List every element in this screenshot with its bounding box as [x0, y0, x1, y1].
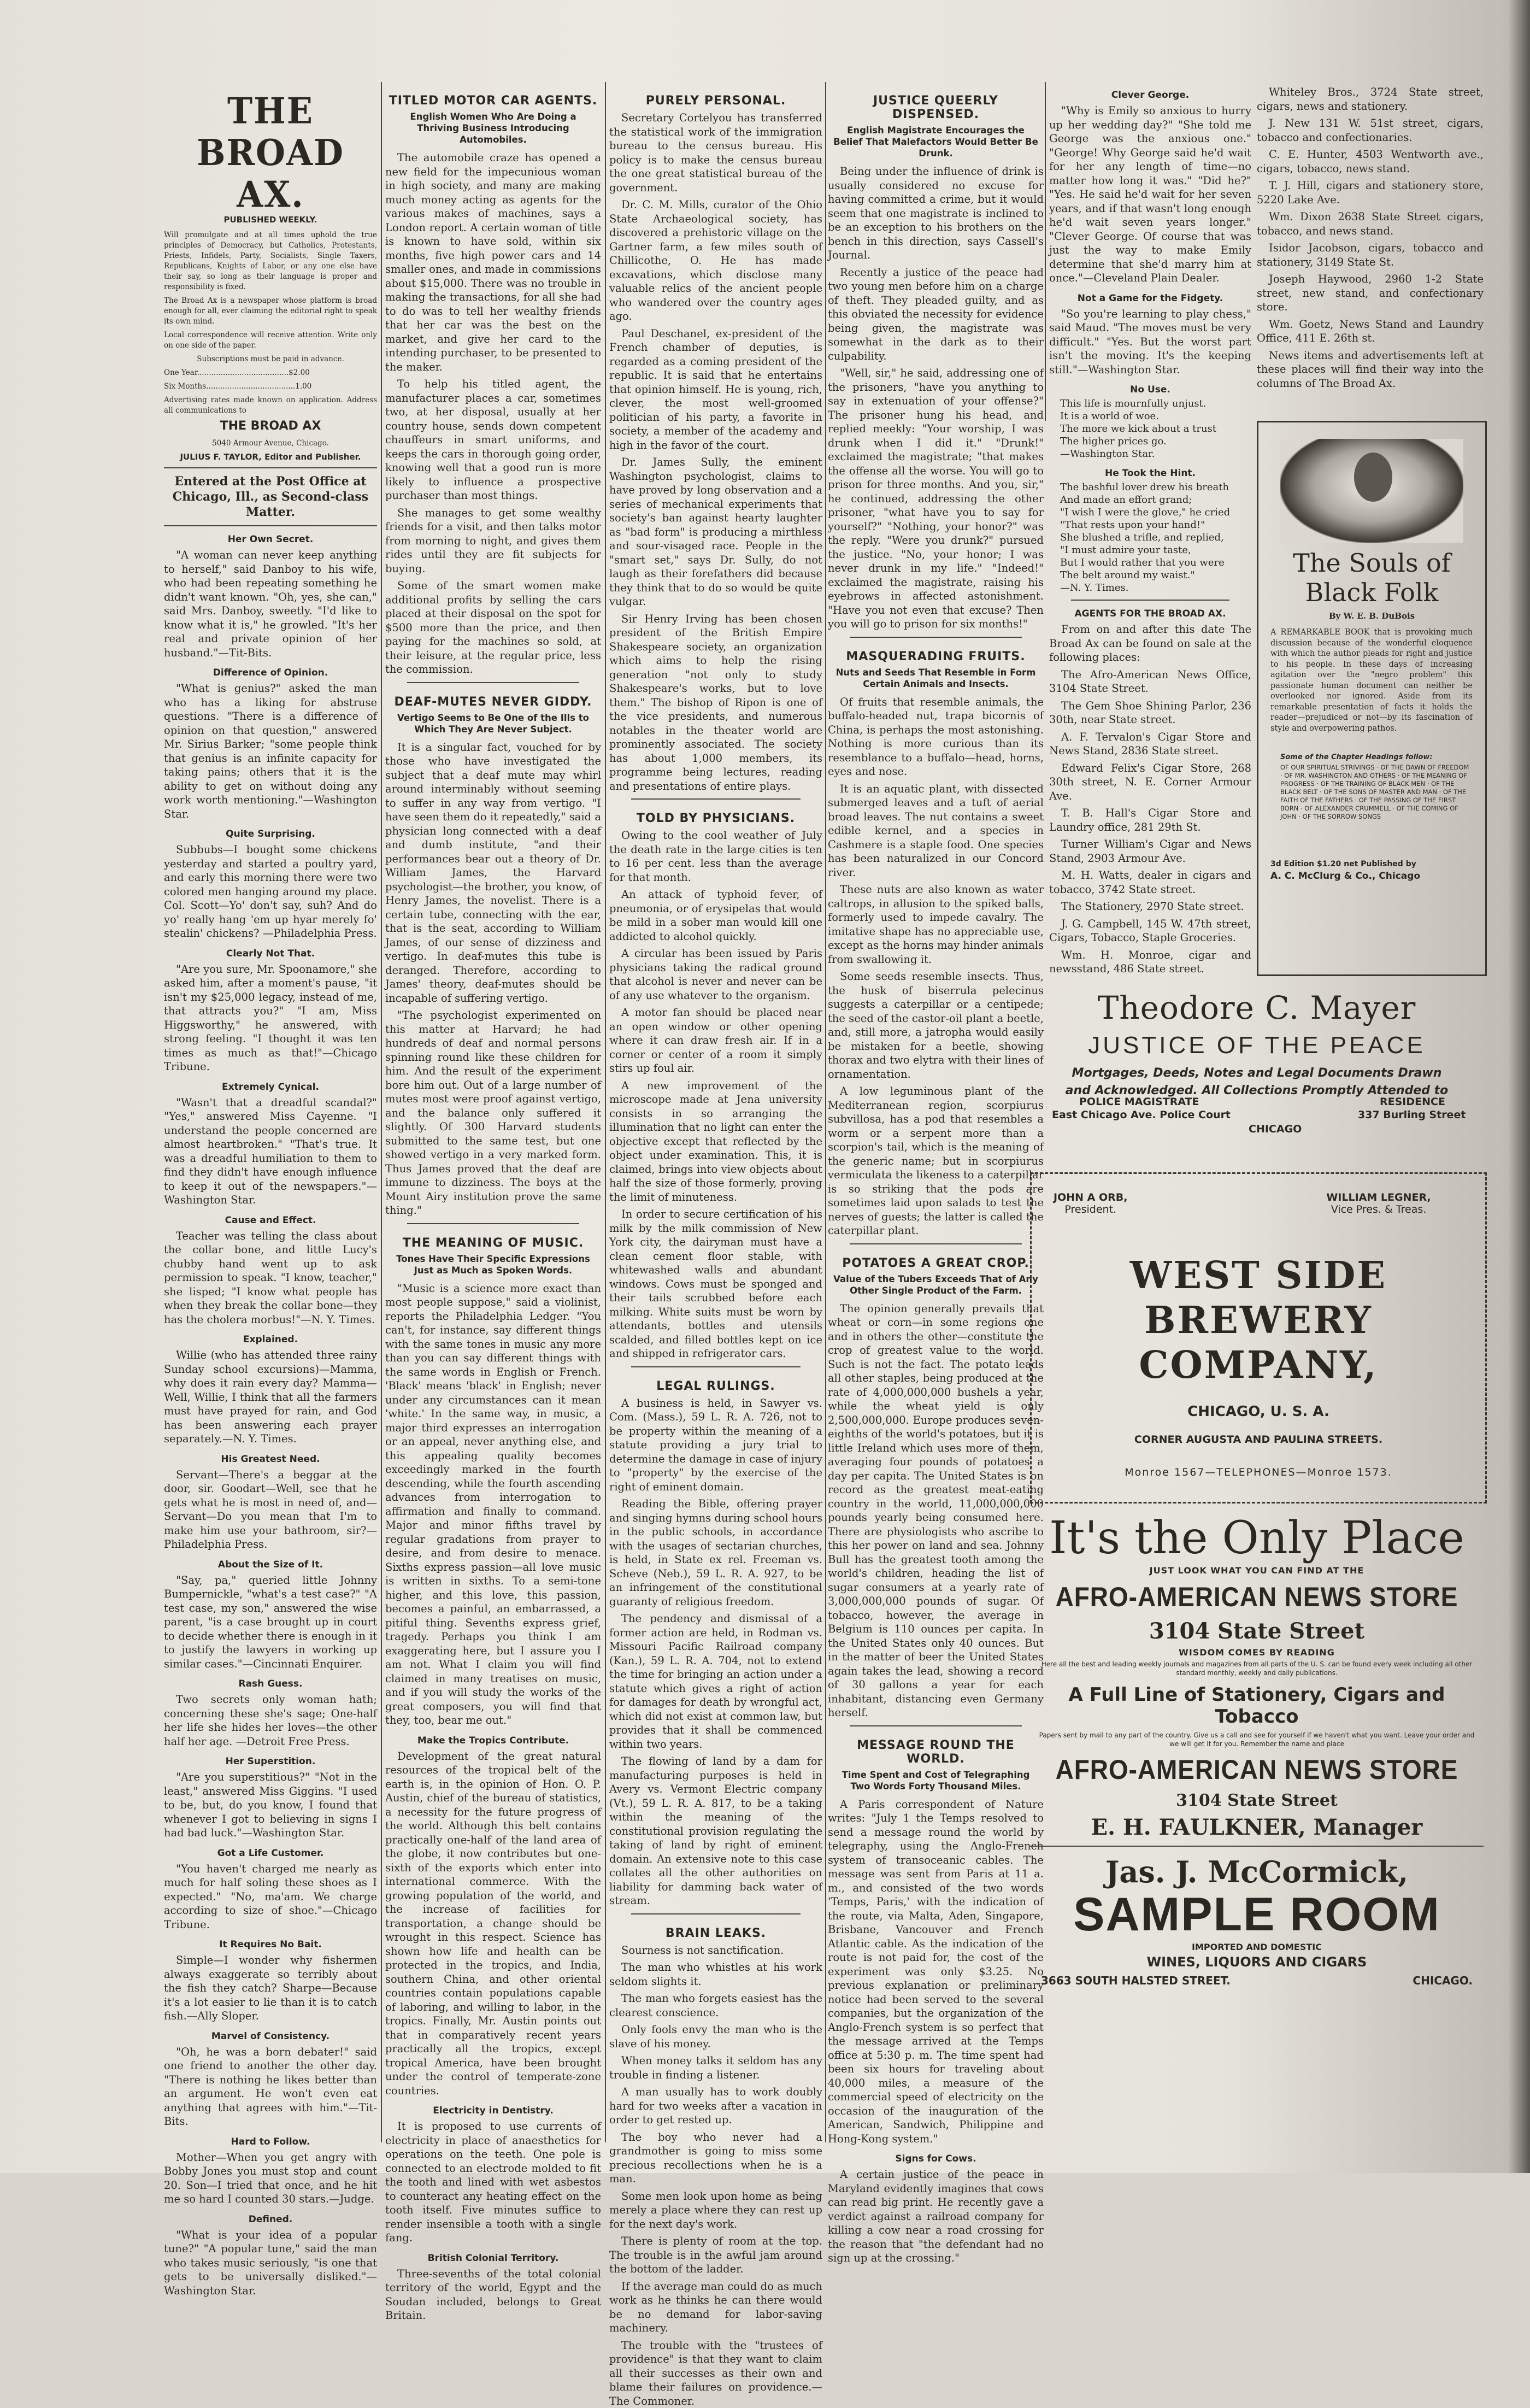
article-paragraph: Secretary Cortelyou has transferred the statistical work of the immigration bureau to the census bureau. His policy is to make the census bureau the one great statistical bureau of the government.	[609, 111, 822, 195]
deck-deaf-mutes: Vertigo Seems to Be One of the Ills to Which They Are Never Subject.	[391, 712, 596, 735]
humor-item-head: About the Size of It.	[164, 1559, 377, 1570]
humor-item-head: Cause and Effect.	[164, 1215, 377, 1226]
article-paragraph: It is a singular fact, vouched for by those who have investigated the subject that a deaf mute may whirl around interminably without seeming to suffer in any way from vertigo. "I have seen them do it repeatedly," said a physician long connected with a deaf and dumb institute, "and their performances bear out a theory of Dr. William James, the Harvard psychologist—the brother, you know, of Henry James, the novelist. There is a certain tube, connecting with the ear, that is the seat, according to William James, of our sense of dizziness and vertigo. In deaf-mutes this tube is deranged. Therefore, according to James' theory, deaf-mutes should be incapable of suffering vertigo.	[385, 741, 601, 1006]
agent-entry: A. F. Tervalon's Cigar Store and News Stand, 2836 State street.	[1049, 730, 1251, 758]
masthead-six-months: Six Months......................................1.00	[164, 381, 377, 392]
article-paragraph: It is proposed to use currents of electricity in place of anaesthetics for operations on the teeth. One pole is connected to an electrode molded to fit the tooth and lined with wet asbestos to counteract any heating effect on the tooth itself. Five minutes suffice to render insensible a tooth with a single fang.	[385, 2119, 601, 2245]
souls-of-black-folk-ad	[1257, 421, 1487, 976]
article-paragraph: Some of the smart women make additional profits by selling the cars placed at their disposal on the spot for $500 more than the price, and then paying for the machines so sold, at their leisure, at the regular price, less the commission.	[385, 579, 601, 677]
agent-entry: T. B. Hall's Cigar Store and Laundry office, 281 29th St.	[1049, 806, 1251, 834]
column-rule	[605, 82, 606, 2142]
headline-tropics: Make the Tropics Contribute.	[385, 1735, 601, 1746]
divider	[850, 1243, 1022, 1244]
humor-item-head: Her Own Secret.	[164, 534, 377, 545]
article-paragraph: A business is held, in Sawyer vs. Com. (Mass.), 59 L. R. A. 726, not to be property within the meaning of a statute providing a jury trial to determine the damage in case of injury to "property" by the exercise of the right of eminent domain.	[609, 1396, 822, 1494]
headline-fidgety: Not a Game for the Fidgety.	[1049, 293, 1251, 304]
page-edge-shadow	[1508, 0, 1530, 2173]
mayer-justice-ad	[1030, 973, 1484, 1159]
article-paragraph: If the average man could do as much work as he thinks he can there would be no demand for labor-saving machinery.	[609, 2280, 822, 2335]
headline-message: MESSAGE ROUND THE WORLD.	[828, 1739, 1044, 1766]
headline-motor-car: TITLED MOTOR CAR AGENTS.	[385, 94, 601, 108]
humor-item-text: "Wasn't that a dreadful scandal?" "Yes," answered Miss Cayenne. "I understand the people concerned are almost heartbroken." "That's true. It was a dreadful humiliation to them to find they didn't have enough influence to keep it out of the newspapers."—Washington Star.	[164, 1096, 377, 1207]
humor-item-head: Rash Guess.	[164, 1678, 377, 1689]
president-title: President.	[1054, 1203, 1127, 1215]
brewery-vp	[1288, 1191, 1469, 1215]
article-paragraph: Reading the Bible, offering prayer and singing hymns during school hours in the public schools, in accordance with the usages of sectarian churches, is held, in State ex rel. Freeman vs. Scheve (Neb.), 59 L. R. A. 927, to be an infringement of the constitutional guaranty of religious freedom.	[609, 1497, 822, 1608]
agent-entry: Isidor Jacobson, cigars, tobacco and stationery, 3149 State St.	[1257, 241, 1484, 269]
agent-entry: Whiteley Bros., 3724 State street, cigars, news and stationery.	[1257, 85, 1484, 113]
column-6	[1257, 82, 1484, 415]
deck-motor-car: English Women Who Are Doing a Thriving Business Introducing Automobiles.	[391, 111, 596, 145]
mayer-city: CHICAGO	[1249, 1123, 1302, 1135]
article-paragraph: "Well, sir," he said, addressing one of the prisoners, "have you anything to say in extenuation of your offense?" The prisoner hung his head, and replied meekly: "Your worship, I was drunk when I did it." "Drunk!" exclaimed the magistrate; "that makes the offense all the worse. You will go to prison for three months. And you, sir," he continued, addressing the other prisoner, "what have you to say for yourself?" "Nothing, your honor?" was the reply. "Were you drunk?" pursued the justice. "No, your honor; I was never drunk in my life." "Indeed!" exclaimed the magistrate, raising his eyebrows in affected astonishment. "Have you not even that excuse? Then you will go to prison for six months!"	[828, 366, 1044, 631]
book-footer	[1270, 860, 1473, 882]
author-portrait	[1280, 439, 1463, 543]
agent-entry: Wm. Goetz, News Stand and Laundry Office, 411 E. 26th st.	[1257, 318, 1484, 345]
column-2	[385, 82, 601, 2153]
article-paragraph: The man who forgets easiest has the clearest conscience.	[609, 1992, 822, 2019]
humor-item-head: His Greatest Need.	[164, 1454, 377, 1465]
article-paragraph: "The psychologist experimented on this matter at Harvard; he had hundreds of deaf and normal persons spinning round like these children for him. And the result of the experiment bore him out. Out of a large number of mutes most were proof against vertigo, and the balance only suffered it slightly. Of 300 Harvard students submitted to the same test, but one showed vertigo in a very marked form. Thus James proved that the deaf are immune to dizziness. The boys at the Mount Airy institution prove the same thing."	[385, 1008, 601, 1218]
humor-item-text: "What is your idea of a popular tune?" "A popular tune," said the man who takes music seriously, "is one that gets to be universally disliked."—Washington Star.	[164, 2228, 377, 2298]
article-paragraph: Owing to the cool weather of July the death rate in the large cities is ten to 16 per cent. less than the average for that month.	[609, 829, 822, 884]
chapter-list	[1280, 753, 1472, 821]
article-paragraph: A new improvement of the microscope made at Jena university consists in so arranging the illumination that no light can enter the objective except that reflected by the object under examination. This, it is claimed, brings into view objects about half the size of those formerly, proving the limit of minuteness.	[609, 1079, 822, 1205]
divider	[631, 1366, 801, 1367]
deck-potatoes: Value of the Tubers Exceeds That of Any Other Single Product of the Farm.	[833, 1273, 1038, 1296]
mayer-police: POLICE MAGISTRATE	[1079, 1096, 1199, 1108]
humor-item-head: Quite Surprising.	[164, 829, 377, 839]
chapters: OF OUR SPIRITUAL STRIVINGS · OF THE DAWN OF FREEDOM · OF MR. WASHINGTON AND OTHERS · OF THE MEANING OF PROGRESS · OF THE TRAINING OF BLACK MEN · OF THE BLACK BELT · OF THE SONS OF MASTER AND MAN · OF THE FAITH OF THE FATHERS · OF THE PASSING OF THE FIRST BORN · OF ALEXANDER CRUMMELL · OF THE COMING OF JOHN · OF THE SORROW SONGS	[1280, 763, 1472, 821]
humor-item-head: Marvel of Consistency.	[164, 2031, 377, 2042]
headline-signs: Signs for Cows.	[828, 2153, 1044, 2164]
article-paragraph: When money talks it seldom has any trouble in finding a listener.	[609, 2054, 822, 2082]
article-paragraph: Only fools envy the man who is the slave of his money.	[609, 2023, 822, 2051]
divider	[407, 1223, 579, 1224]
agent-entry: M. H. Watts, dealer in cigars and tobacco, 3742 State street.	[1049, 868, 1251, 896]
divider	[407, 682, 579, 683]
brewery-name-2: BREWERY	[1032, 1298, 1485, 1343]
humor-item-text: Teacher was telling the class about the collar bone, and little Lucy's chubby hand went up to ask permission to speak. "I know, teacher," she lisped; "I know what people has when they break the collar bone—they has the cholera morbus!"—N. Y. Times.	[164, 1229, 377, 1327]
humor-item-head: Difference of Opinion.	[164, 667, 377, 678]
store-notice-2: Papers sent by mail to any part of the country. Give us a call and see for yourself if we haven't what you want. Leave your order and we will get it for you. Remember the name and place	[1035, 1731, 1478, 1748]
mayer-res-addr: 337 Burling Street	[1358, 1109, 1466, 1121]
article-paragraph: A man usually has to work doubly hard for two weeks after a vacation in order to get rested up.	[609, 2085, 822, 2127]
article-paragraph: A circular has been issued by Paris physicians taking the radical ground that alcohol is never and never can be of any use whatever to the organism.	[609, 947, 822, 1002]
article-paragraph: From on and after this date The Broad Ax can be found on sale at the following places:	[1049, 622, 1251, 665]
article-paragraph: "Music is a science more exact than most people suppose," said a violinist, reports the Philadelphia Ledger. "You can't, for instance, say different things with the same tones in music any more than you can say different things with the same words in English or French. 'Black' means 'black' in English; never under any circumstances can it mean 'white.' In the same way, in music, a major third expresses an interrogation or an appeal, never anything else, and this appealing quality becomes exceedingly marked in the fourth descending, while the fourth ascending advances from interrogation to affirmation and finally to command. Major and minor fifths travel by regular gradations from prayer to desire, and from desire to menace. Sixths express passion—all love music is written in sixths. To a semi-tone higher, and this love, this passion, becomes a painful, an embarrassed, a pitiful thing. Sevenths express grief, tragedy. Perhaps you think I am exaggerating here, but I assure you I am not. What I claim you will find claimed in many treatises on music, and if you will study the works of the great composers, you will find that they, too, bear me out."	[385, 1282, 601, 1728]
agent-entry: Turner William's Cigar and News Stand, 2903 Armour Ave.	[1049, 837, 1251, 865]
vp-title: Vice Pres. & Treas.	[1288, 1203, 1469, 1215]
humor-item-text: Simple—I wonder why fishermen always exaggerate so terribly about the fish they catch? Sharpe—Because it's a lot easier to lie than it is to catch fish.—Ally Sloper.	[164, 1953, 377, 2023]
divider	[164, 525, 377, 526]
masthead-published: PUBLISHED WEEKLY.	[164, 215, 377, 225]
masthead-advertising: Advertising rates made known on application. Address all communications to	[164, 395, 377, 416]
book-description: A REMARKABLE BOOK that is provoking much discussion because of the wonderful eloquence with which the author pleads for right and justice to his people. In these days of increasing agitation over the "negro problem" this passionate human document can neither be overlooked nor ignored. Aside from its remarkable presentation of facts it holds the reader—prejudiced or not—by its fascination of style and overpowering pathos.	[1270, 627, 1473, 734]
article-paragraph: Paul Deschanel, ex-president of the French chamber of deputies, is regarded as a coming president of the republic. It is said that he entertains that opinion himself. He is young, rich, clever, the most well-groomed politician of his party, a favorite in society, a member of the academy and high in the favor of the court.	[609, 327, 822, 453]
article-paragraph: The opinion generally prevails that wheat or corn—in some regions one and in others the other—constitute the crop of greatest value to the world. Such is not the fact. The potato leads all other staples, being produced at the rate of 4,000,000,000 bushels a year, while the wheat yield is only 2,500,000,000. Europe produces seven-eighths of the world's potatoes, but it is little Ireland which uses more of them, averaging four pounds of potatoes a day per capita. The United States is on record as the greatest meat-eating country in the world, 11,000,000,000 pounds yearly being consumed here. There are physiologists who ascribe to this her power on land and sea. Johnny Bull has the greatest tooth among the world's children, heading the list of sugar consumers at a yearly rate of 3,000,000,000 pounds of sugar. Of tobacco, however, the average in Belgium is 110 ounces per capita. In the United States only 40 ounces. But in the matter of beer the United States again takes the lead, showing a record of 30 gallons a year for each inhabitant, distancing even Germany herself.	[828, 1302, 1044, 1720]
headline-agents: AGENTS FOR THE BROAD AX.	[1049, 608, 1251, 619]
deck-justice: English Magistrate Encourages the Belief That Malefactors Would Better Be Drunk.	[833, 125, 1038, 159]
mayer-line2: and Acknowledged. All Collections Promptly Attended to	[1030, 1082, 1484, 1100]
brewery-telephones: Monroe 1567—TELEPHONES—Monroe 1573.	[1032, 1466, 1485, 1478]
article-paragraph: She manages to get some wealthy friends for a visit, and then talks motor from morning to night, and gives them rides until they are fit subjects for buying.	[385, 506, 601, 576]
sample-room-city: CHICAGO.	[1413, 1974, 1473, 1987]
vp-name: WILLIAM LEGNER,	[1288, 1191, 1469, 1203]
divider	[164, 467, 377, 468]
headline-clever-george: Clever George.	[1049, 90, 1251, 101]
west-side-brewery-ad	[1030, 1172, 1487, 1503]
masthead-one-year: One Year.......................................$2.00	[164, 368, 377, 378]
headline-physicians: TOLD BY PHYSICIANS.	[609, 812, 822, 825]
headline-dentistry: Electricity in Dentistry.	[385, 2105, 601, 2116]
sample-room-wines: WINES, LIQUORS AND CIGARS	[1030, 1954, 1484, 1970]
humor-item-head: Hard to Follow.	[164, 2136, 377, 2147]
postal-notice: Entered at the Post Office at Chicago, Ill., as Second-class Matter.	[164, 474, 377, 520]
brewery-president	[1054, 1191, 1127, 1215]
humor-item-text: "Say, pa," queried little Johnny Bumpernickle, "what's a test case?" "A test case, my son," answered the wise parent, "is a case brought up in court to decide whether there is enough in it to justify the lawyers in working up similar cases."—Cincinnati Enquirer.	[164, 1573, 377, 1671]
article-paragraph: A motor fan should be placed near an open window or other opening where it can draw fresh air. If in a corner or center of a room it simply stirs up foul air.	[609, 1006, 822, 1076]
divider	[1071, 600, 1229, 601]
column-5	[1049, 82, 1251, 967]
humor-item-head: Extremely Cynical.	[164, 1082, 377, 1093]
store-address-2: 3104 State Street	[1030, 1791, 1484, 1810]
column-4	[828, 82, 1044, 2153]
masthead-address-street: 5040 Armour Avenue, Chicago.	[164, 438, 377, 449]
mayer-title: JUSTICE OF THE PEACE	[1030, 1032, 1484, 1059]
sample-room-street: 3663 SOUTH HALSTED STREET.	[1041, 1974, 1231, 1987]
humor-items	[164, 534, 377, 2298]
masthead-editor: JULIUS F. TAYLOR, Editor and Publisher.	[164, 452, 377, 462]
article-paragraph: Some seeds resemble insects. Thus, the husk of biserrula pelecinus suggests a caterpillar or a centipede; the seed of the castor-oil plant a beetle, and, still more, a jatropha would easily be mistaken for a beetle, showing thorax and two elytra with their lines of ornamentation.	[828, 970, 1044, 1081]
poem-no-use: This life is mournfully unjust. It is a world of woe. The more we kick about a trust The higher prices go. —Washington Star.	[1060, 397, 1240, 460]
right-agents-list	[1257, 85, 1484, 390]
article-paragraph: Recently a justice of the peace had two young men before him on a charge of theft. They pleaded guilty, and as this obviated the necessity for evidence being given, the magistrate was somewhat in the dark as to their culpability.	[828, 266, 1044, 363]
article-paragraph: Sourness is not sanctification.	[609, 1943, 822, 1958]
agent-entry: C. E. Hunter, 4503 Wentworth ave., cigars, tobacco, news stand.	[1257, 148, 1484, 175]
deck-music: Tones Have Their Specific Expressions Just as Much as Spoken Words.	[391, 1253, 596, 1276]
humor-item-text: "A woman can never keep anything to herself," said Danboy to his wife, who had been repeating something he didn't want known. "Oh, yes, she can," said Mrs. Danboy, sweetly. "I'd like to know what it is," he growled. "It's her real and private opinion of her husband."—Tit-Bits.	[164, 548, 377, 660]
portrait-face	[1354, 453, 1392, 502]
store-name: AFRO-AMERICAN NEWS STORE	[1048, 1581, 1466, 1613]
sample-room-title: SAMPLE ROOM	[1030, 1889, 1484, 1940]
poem-took-hint: The bashful lover drew his breath And made an effort grand; "I wish I were the glove," he cried "That rests upon your hand!" She blushed a trifle, and replied, "I must admire your taste, But I would rather that you were The belt around my waist." —N. Y. Times.	[1060, 481, 1240, 594]
article-paragraph: There is plenty of room at the top. The trouble is in the awful jam around the bottom of the ladder.	[609, 2234, 822, 2276]
news-store-ad	[1030, 1514, 1484, 1992]
store-stationery: A Full Line of Stationery, Cigars and Tobacco	[1030, 1684, 1484, 1728]
article-paragraph: In order to secure certification of his milk by the milk commission of New York city, the dairyman must have a clean cement floor stable, with whitewashed walls and abundant windows. Cows must be sponged and their tails scrubbed before each milking. White suits must be worn by attendants, bottles and utensils scalded, and filled bottles kept on ice and shipped in refrigerator cars.	[609, 1207, 822, 1361]
humor-item-text: "Are you sure, Mr. Spoonamore," she asked him, after a moment's pause, "it isn't my $25,000 legacy, instead of me, that attracts you?" "I am, Miss Higgsworthy," he answered, with strong feeling. "I thought it was ten times as much as that!"—Chicago Tribune.	[164, 962, 377, 1074]
store-tagline: JUST LOOK WHAT YOU CAN FIND AT THE	[1030, 1565, 1484, 1576]
divider	[631, 798, 801, 800]
article-paragraph: A low leguminous plant of the Mediterranean region, scorpiurus subvillosa, has a pod that resembles a worm or a serpent more than a scorpion's tail, which is the meaning of the generic name; but in scorpiurus vermiculata the likeness to a caterpillar is so striking that the pods are sometimes laid upon salads to test the nerves of guests; the latter is called the caterpillar plant.	[828, 1084, 1044, 1238]
headline-brain-leaks: BRAIN LEAKS.	[609, 1927, 822, 1940]
article-paragraph: Sir Henry Irving has been chosen president of the British Empire Shakespeare society, an organization which aims to help the rising generation "not only to study Shakespeare's works, but to love them." The bishop of Ripon is one of the vice presidents, and numerous notables in the theater world are prominently associated. The society has about 1,000 members, its programme being lectures, reading and presentations of entire plays.	[609, 612, 822, 794]
article-paragraph: It is an aquatic plant, with dissected submerged leaves and a tuft of aerial broad leaves. The nut contains a sweet edible kernel, and a species in Cashmere is a staple food. One species has been naturalized in our Concord river.	[828, 782, 1044, 880]
article-paragraph: Development of the great natural resources of the tropical belt of the earth is, in the opinion of Hon. O. P. Austin, chief of the bureau of statistics, a necessity for the future progress of the world. Although this belt contains practically one-half of the land area of the globe, it now contributes but one-sixth of the exports which enter into international commerce. With the growing population of the world, and the increase of facilities for transportation, a change should be wrought in this respect. Science has shown how life and health can be protected in the tropics, and India, southern China, and other oriental countries contain populations capable of laboring, and willing to labor, in the tropics. Finally, Mr. Austin points out that in comparatively recent years practically all the tropics, except tropical America, have been brought under the control of temperate-zone countries.	[385, 1749, 601, 2098]
humor-item-head: Clearly Not That.	[164, 948, 377, 959]
headline-music: THE MEANING OF MUSIC.	[385, 1236, 601, 1250]
humor-item-head: Got a Life Customer.	[164, 1848, 377, 1859]
headline-justice: JUSTICE QUEERLY DISPENSED.	[828, 94, 1044, 121]
article-paragraph: Some men look upon home as being merely a place where they can rest up for the next day's work.	[609, 2189, 822, 2231]
mayer-court: East Chicago Ave. Police Court	[1052, 1109, 1231, 1121]
mayer-residence: RESIDENCE	[1380, 1096, 1445, 1108]
humor-item-text: "You haven't charged me nearly as much for half soling these shoes as I expected." "No, ma'am. We charge according to size of shoe."—Chicago Tribune.	[164, 1862, 377, 1932]
article-paragraph: The automobile craze has opened a new field for the impecunious woman in high society, and many are making much money acting as agents for the various makes of machines, says a London report. A certain woman of title is known to have sold, within six months, five high power cars and 14 smaller ones, and made in commissions about $15,000. There was no trouble in making the transactions, for all she had to do was to tell her wealthy friends that her car was the best on the market, and give her card to the intending purchaser, to be presented to the maker.	[385, 151, 601, 374]
humor-item-head: Explained.	[164, 1334, 377, 1345]
humor-item-text: Subbubs—I bought some chickens yesterday and started a poultry yard, and early this morning there were two colored men hanging around my place. Col. Scott—Yo' don't say, suh? And do yo' really hang 'em up hyar merely fo' stealin' chickens? —Philadelphia Press.	[164, 843, 377, 941]
sample-room-address	[1041, 1974, 1473, 1987]
brewery-corner: CORNER AUGUSTA AND PAULINA STREETS.	[1032, 1434, 1485, 1446]
article-paragraph: Three-sevenths of the total colonial territory of the world, Egypt and the Soudan included, belongs to Great Britain.	[385, 2267, 601, 2323]
article-paragraph: To help his titled agent, the manufacturer places a car, sometimes two, at her disposal, usually at her country house, sends down competent chauffeurs in smart uniforms, and keeps the cars in thorough going order, knowing well that a good run is more likely to influence a prospective purchaser than most things.	[385, 377, 601, 503]
humor-item-head: Defined.	[164, 2214, 377, 2225]
store-headline: It's the Only Place	[1030, 1514, 1484, 1563]
store-wisdom: WISDOM COMES BY READING	[1030, 1647, 1484, 1658]
divider	[850, 637, 1022, 638]
masthead-principles: Will promulgate and at all times uphold the true principles of Democracy, but Catholics, Protestants, Priests, Infidels, Party, Socialists, Single Taxers, Republicans, Knights of Labor, or any one else have their say, so long as their language is proper and responsibility is fixed.	[164, 230, 377, 292]
mayer-line1: Mortgages, Deeds, Notes and Legal Documents Drawn	[1030, 1065, 1484, 1082]
book-publisher: A. C. McClurg & Co., Chicago	[1270, 871, 1473, 882]
article-paragraph: An attack of typhoid fever, of pneumonia, or of erysipelas that would be mild in a sober man would kill one addicted to alcohol quickly.	[609, 888, 822, 943]
humor-item-text: Two secrets only woman hath; concerning these she's sage; One-half her life she hides her loves—the other half her age. —Detroit Free Press.	[164, 1693, 377, 1748]
store-address: 3104 State Street	[1030, 1618, 1484, 1644]
column-1	[164, 82, 377, 2153]
headline-no-use: No Use.	[1049, 384, 1251, 395]
masthead-address-name: THE BROAD AX	[164, 419, 377, 433]
agent-entry: The Stationery, 2970 State street.	[1049, 900, 1251, 914]
article-paragraph: Being under the influence of drink is usually considered no excuse for having committed a crime, but it would seem that one magistrate is inclined to be an exception to his brothers on the bench in this direction, says Cassell's Journal.	[828, 165, 1044, 262]
humor-item-head: Her Superstition.	[164, 1756, 377, 1767]
humor-item-text: Willie (who has attended three rainy Sunday school excursions)—Mamma, why does it rain every day? Mamma—Well, Willie, I think that all the farmers must have prayed for rain, and God has been answering each prayer separately.—N. Y. Times.	[164, 1348, 377, 1446]
headline-colonial: British Colonial Territory.	[385, 2253, 601, 2264]
headline-legal: LEGAL RULINGS.	[609, 1379, 822, 1393]
agent-entry: Wm. Dixon 2638 State Street cigars, tobacco, and news stand.	[1257, 210, 1484, 238]
article-paragraph: The boy who never had a grandmother is going to miss some precious recollections when he is a man.	[609, 2130, 822, 2186]
article-paragraph: The man who whistles at his work seldom slights it.	[609, 1960, 822, 1988]
book-title: The Souls of Black Folk	[1264, 548, 1480, 607]
divider	[1030, 1846, 1484, 1847]
column-rule	[381, 82, 382, 2142]
deck-fruits: Nuts and Seeds That Resemble in Form Certain Animals and Insects.	[833, 667, 1038, 690]
humor-item-text: "Are you superstitious?" "Not in the least," answered Miss Giggins. "I used to be, but, do you know, I found that whenever I got to believing in signs I had bad luck."—Washington Star.	[164, 1770, 377, 1840]
article-paragraph: A Paris correspondent of Nature writes: "July 1 the Temps resolved to send a message round the world by telegraphy, using the Anglo-French system of transoceanic cables. The message was sent from Paris at 11 a. m., and consisted of the two words 'Temps, Paris,' with the indication of the route, via Malta, Aden, Singapore, Brisbane, Vancouver and French Atlantic cable. As the indication of the route is not paid for, the cost of the experiment was only $3.25. No previous explanation or preliminary notice had been served to the several companies, but the organization of the Anglo-French system is so perfect that the message arrived at the Temps office at 5:30 p. m. The time spent had been six hours for traveling about 40,000 miles, a measure of the commercial speed of electricity on the occasion of the inauguration of the American, Sandwich, Philippine and Hong-Kong system."	[828, 1798, 1044, 2146]
agent-entry: J. G. Campbell, 145 W. 47th street, Cigars, Tobacco, Staple Groceries.	[1049, 917, 1251, 945]
article-paragraph: A certain justice of the peace in Maryland evidently imagines that cows can read big print. He recently gave a verdict against a railroad company for killing a cow near a road crossing for the reason that "the defendant had no sign up at the crossing."	[828, 2168, 1044, 2265]
headline-took-hint: He Took the Hint.	[1049, 468, 1251, 479]
agent-entry: Wm. H. Monroe, cigar and newsstand, 486 State street.	[1049, 948, 1251, 976]
masthead-correspondence: Local correspondence will receive attention. Write only on one side of the paper.	[164, 330, 377, 351]
brewery-name-3: COMPANY,	[1032, 1343, 1485, 1388]
store-notice-1: Here all the best and leading weekly journals and magazines from all parts of the U. S. can be found every week including all other standard monthly, weekly and daily publications.	[1035, 1660, 1478, 1677]
headline-potatoes: POTATOES A GREAT CROP.	[828, 1256, 1044, 1270]
humor-item-head: It Requires No Bait.	[164, 1939, 377, 1950]
chapters-head: Some of the Chapter Headings follow:	[1280, 753, 1472, 761]
deck-message: Time Spent and Cost of Telegraphing Two Words Forty Thousand Miles.	[833, 1769, 1038, 1792]
column-rule	[825, 82, 826, 2142]
agent-entry: The Afro-American News Office, 3104 State Street.	[1049, 668, 1251, 696]
sample-room-owner: Jas. J. McCormick,	[1030, 1854, 1484, 1889]
article-paragraph: Dr. James Sully, the eminent Washington psychologist, claims to have proved by long observation and a series of mechanical experiments that society's ban against hearty laughter as "bad form" is producing a mirthless and sour-visaged race. People in the "smart set," says Dr. Sully, do not laugh as their forefathers did because they think that to do so would be quite vulgar.	[609, 455, 822, 609]
headline-deaf-mutes: DEAF-MUTES NEVER GIDDY.	[385, 695, 601, 709]
brewery-city: CHICAGO, U. S. A.	[1032, 1403, 1485, 1420]
article-paragraph: The trouble with the "trustees of providence" is that they want to claim all their successes as their own and blame their failures on providence.—The Commoner.	[609, 2339, 822, 2408]
store-manager: E. H. FAULKNER, Manager	[1030, 1814, 1484, 1840]
agent-entry: J. New 131 W. 51st street, cigars, tobacco and confectionaries.	[1257, 116, 1484, 144]
column-rule	[1045, 82, 1046, 421]
agent-entry: Edward Felix's Cigar Store, 268 30th street, N. E. Corner Armour Ave.	[1049, 761, 1251, 803]
masthead-newspaper: The Broad Ax is a newspaper whose platform is broad enough for all, ever claiming the editorial right to speak its own mind.	[164, 296, 377, 327]
headline-personal: PURELY PERSONAL.	[609, 94, 822, 108]
brewery-name	[1032, 1253, 1485, 1388]
agent-entry: The Gem Shoe Shining Parlor, 236 30th, near State street.	[1049, 699, 1251, 727]
humor-item-text: "Oh, he was a born debater!" said one friend to another the other day. "There is nothing he likes better than an argument. He won't even eat anything that agrees with him."—Tit-Bits.	[164, 2045, 377, 2129]
article-paragraph: The flowing of land by a dam for manufacturing purposes is held in Avery vs. Vermont Electric company (Vt.), 59 L. R. A. 817, to be a taking within the meaning of the constitutional provision regulating the taking of land by right of eminent domain. An extensive note to this case collates all the other authorities on liability for damming back water of stream.	[609, 1754, 822, 1908]
humor-item-text: Servant—There's a beggar at the door, sir. Goodart—Well, see that he gets what he is most in need of, and— Servant—Do you mean that I'm to make him use your bathroom, sir?—Philadelphia Press.	[164, 1468, 377, 1552]
book-edition: 3d Edition $1.20 net Published by	[1270, 860, 1473, 868]
humor-item-text: Mother—When you get angry with Bobby Jones you must stop and count 20. Son—I tried that once, and he hit me so hard I counted 30 stars.—Judge.	[164, 2151, 377, 2206]
article-paragraph: These nuts are also known as water caltrops, in allusion to the spiked balls, formerly used to impede cavalry. The imitative shape has no appreciable use, except as the horns may hinder animals from swallowing it.	[828, 883, 1044, 966]
president-name: JOHN A ORB,	[1054, 1191, 1127, 1203]
article-paragraph: Dr. C. M. Mills, curator of the Ohio State Archaeological society, has discovered a prehistoric village on the Gartner farm, a few miles south of Chillicothe, O. He has made excavations, which disclose many valuable relics of the ancient people who wandered over the country ages ago.	[609, 198, 822, 324]
agent-entry: News items and advertisements left at these places will find their way into the columns of The Broad Ax.	[1257, 349, 1484, 391]
agent-entry: Joseph Haywood, 2960 1-2 State street, new stand, and confectionary store.	[1257, 272, 1484, 314]
article-paragraph: "So you're learning to play chess," said Maud. "The moves must be very difficult." "Yes. But the worst part isn't the moving. It's the keeping still."—Washington Star.	[1049, 307, 1251, 377]
agent-entry: T. J. Hill, cigars and stationery store, 5220 Lake Ave.	[1257, 179, 1484, 207]
book-author: By W. E. B. DuBois	[1264, 611, 1480, 621]
mayer-name: Theodore C. Mayer	[1030, 989, 1484, 1026]
humor-item-text: "What is genius?" asked the man who has a liking for abstruse questions. "There is a difference of opinion on that question," answered Mr. Sirius Barker; "some people think that genius is an infinite capacity for taking pains; others that it is the ability to get on without doing any work worth mentioning."—Washington Star.	[164, 682, 377, 821]
column-3	[609, 82, 822, 2153]
article-paragraph: Of fruits that resemble animals, the buffalo-headed nut, trapa bicornis of China, is perhaps the most astonishing. Nothing is more curious than its resemblance to a buffalo—head, horns, eyes and nose.	[828, 695, 1044, 779]
divider	[631, 1913, 801, 1914]
headline-fruits: MASQUERADING FRUITS.	[828, 650, 1044, 663]
divider	[850, 1725, 1022, 1726]
masthead-title: THE BROAD AX.	[164, 90, 377, 216]
brewery-name-1: WEST SIDE	[1032, 1253, 1485, 1298]
sample-room-imported: IMPORTED AND DOMESTIC	[1030, 1942, 1484, 1952]
masthead-subscriptions: Subscriptions must be paid in advance.	[164, 354, 377, 365]
article-paragraph: "Why is Emily so anxious to hurry up her wedding day?" "She told me George was the anxious one." "George! Why George said he'd wait for her any length of time—no matter how long it was." "Did he?" "Yes. He said he'd wait for her seven years, and if that wasn't long enough he'd wait seven years longer." "Clever George. Of course that was just the way to make Emily determine that she'd marry him at once."—Cleveland Plain Dealer.	[1049, 104, 1251, 285]
article-paragraph: The pendency and dismissal of a former action are held, in Rodman vs. Missouri Pacific Railroad company (Kan.), 59 L. R. A. 704, not to extend the time for bringing an action under a statute which gives a right of action for damages for death by wrongful act, which did not exist at common law, but provides that it shall be commenced within two years.	[609, 1612, 822, 1751]
store-name-2: AFRO-AMERICAN NEWS STORE	[1048, 1754, 1466, 1786]
agents-list	[1049, 668, 1251, 976]
